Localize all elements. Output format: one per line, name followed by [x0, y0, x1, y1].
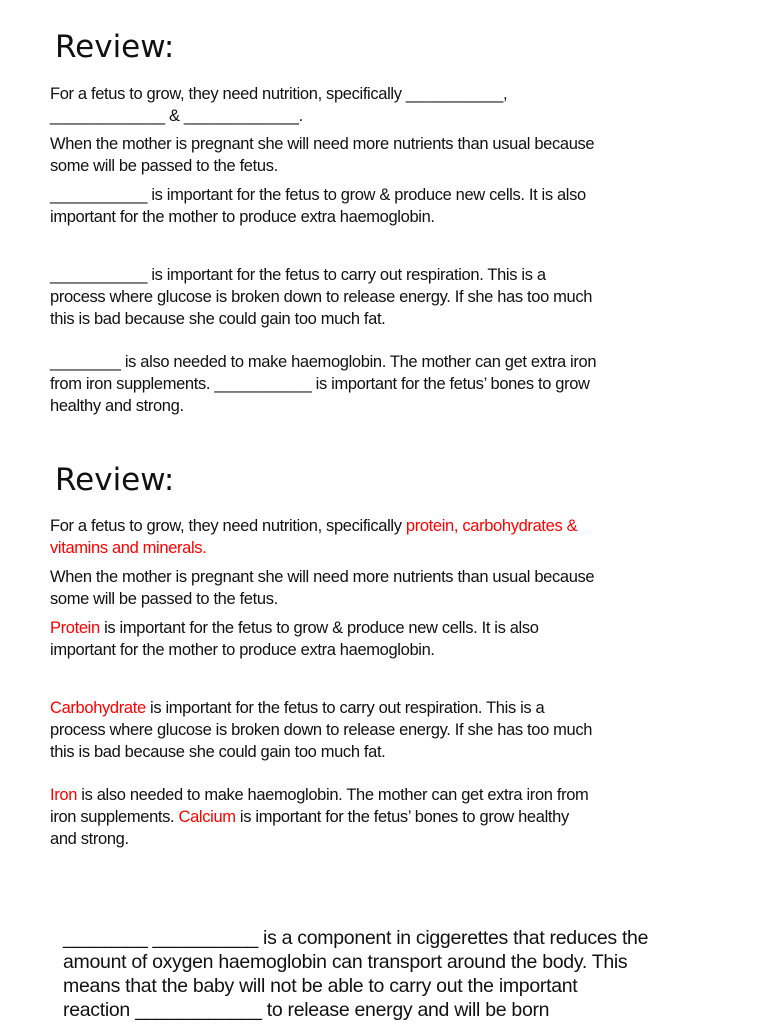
- heading-review-2: Review:: [55, 462, 175, 498]
- paragraph: [50, 184, 586, 228]
- text-line: [50, 537, 577, 559]
- text-line: [50, 308, 592, 330]
- carbon-monoxide-question: [63, 926, 648, 1022]
- text-segment: this is bad because she could gain too much fat.: [50, 310, 386, 328]
- text-segment: is important for the fetus’ bones to grow healthy: [235, 808, 569, 826]
- text-segment: When the mother is pregnant she will need more nutrients than usual because: [50, 568, 595, 586]
- text-segment: from iron supplements. ___________ is important for the fetus’ bones to grow: [50, 375, 590, 393]
- text-segment: means that the baby will not be able to carry out the important: [63, 975, 578, 997]
- text-line: [63, 926, 648, 950]
- answer-text: protein, carbohydrates &: [405, 517, 578, 535]
- text-line: [50, 373, 596, 395]
- text-line: [50, 515, 577, 537]
- text-line: [50, 155, 594, 177]
- paragraph: [50, 83, 507, 127]
- answer-text: Iron: [50, 786, 78, 804]
- text-segment: amount of oxygen haemoglobin can transport around the body. This: [63, 951, 628, 973]
- text-segment: When the mother is pregnant she will need more nutrients than usual because: [50, 135, 595, 153]
- answer-text: Protein: [50, 619, 100, 637]
- text-segment: some will be passed to the fetus.: [50, 590, 278, 608]
- text-line: [63, 950, 648, 974]
- text-line: [50, 133, 594, 155]
- text-line: [50, 206, 586, 228]
- text-segment: ___________ is important for the fetus to grow & produce new cells. It is also: [50, 186, 586, 204]
- answer-text: vitamins and minerals.: [50, 539, 207, 557]
- text-segment: ___________ is important for the fetus to carry out respiration. This is a: [50, 266, 546, 284]
- paragraph: [50, 617, 539, 661]
- paragraph: [50, 351, 596, 417]
- paragraph: [50, 784, 588, 850]
- text-segment: process where glucose is broken down to release energy. If she has too much: [50, 288, 593, 306]
- text-segment: healthy and strong.: [50, 397, 184, 415]
- paragraph: [50, 515, 577, 559]
- text-segment: important for the mother to produce extra haemoglobin.: [50, 641, 435, 659]
- text-line: [50, 395, 596, 417]
- text-segment: _____________ & _____________.: [50, 107, 303, 125]
- paragraph: [50, 566, 594, 610]
- text-line: [50, 697, 592, 719]
- text-line: [63, 974, 648, 998]
- text-line: [63, 998, 648, 1022]
- paragraph: [50, 133, 594, 177]
- text-line: [50, 83, 507, 105]
- text-line: [50, 639, 539, 661]
- text-segment: some will be passed to the fetus.: [50, 157, 278, 175]
- paragraph: [50, 697, 592, 763]
- answer-text: Carbohydrate: [50, 699, 146, 717]
- text-line: [50, 105, 507, 127]
- text-line: [50, 351, 596, 373]
- text-line: [50, 784, 588, 806]
- heading-review-1: Review:: [55, 29, 175, 65]
- text-line: [50, 184, 586, 206]
- text-line: [50, 264, 592, 286]
- text-segment: and strong.: [50, 830, 129, 848]
- text-segment: For a fetus to grow, they need nutrition, specifically: [50, 517, 406, 535]
- text-segment: iron supplements.: [50, 808, 179, 826]
- text-segment: process where glucose is broken down to release energy. If she has too much: [50, 721, 593, 739]
- text-segment: reaction ____________ to release energy and will be born: [63, 999, 550, 1021]
- text-segment: ________ __________ is a component in ciggerettes that reduces the: [63, 927, 649, 949]
- text-segment: important for the mother to produce extra haemoglobin.: [50, 208, 435, 226]
- paragraph: [50, 264, 592, 330]
- text-segment: is also needed to make haemoglobin. The mother can get extra iron from: [77, 786, 589, 804]
- text-line: [50, 806, 588, 828]
- answer-text: Calcium: [178, 808, 236, 826]
- text-line: [50, 719, 592, 741]
- text-segment: is important for the fetus to carry out respiration. This is a: [145, 699, 545, 717]
- text-line: [50, 566, 594, 588]
- text-line: [50, 828, 588, 850]
- text-line: [50, 286, 592, 308]
- text-segment: ________ is also needed to make haemoglobin. The mother can get extra iron: [50, 353, 597, 371]
- text-line: [50, 588, 594, 610]
- text-line: [50, 617, 539, 639]
- text-line: [50, 741, 592, 763]
- text-segment: this is bad because she could gain too much fat.: [50, 743, 386, 761]
- text-segment: For a fetus to grow, they need nutrition, specifically ___________,: [50, 85, 508, 103]
- text-segment: is important for the fetus to grow & produce new cells. It is also: [99, 619, 539, 637]
